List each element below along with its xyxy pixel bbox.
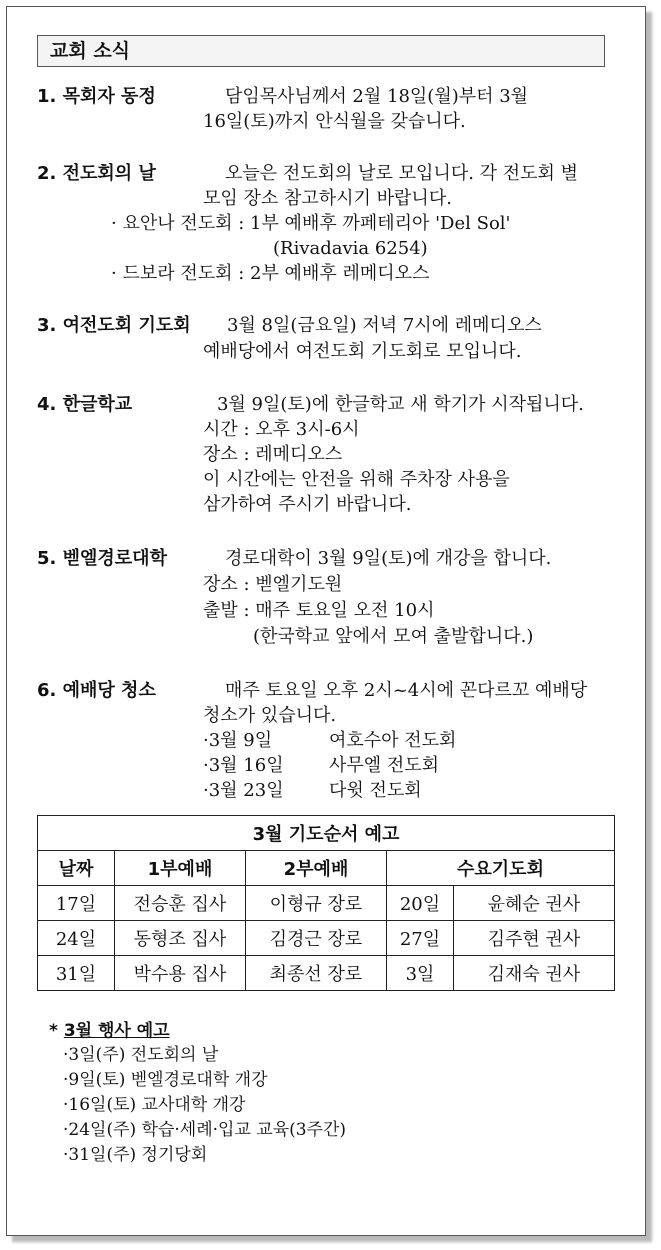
- event-item: ·9일(토) 벧엘경로대학 개강: [63, 1070, 268, 1090]
- s3-line-1: 3월 8일(금요일) 저녁 7시에 레메디오스: [227, 315, 542, 336]
- table-row: [38, 956, 615, 991]
- s5-line-2: 장소 : 벧엘기도원: [203, 574, 343, 595]
- s1-line-1: 담임목사님께서 2월 18일(월)부터 3월: [225, 86, 529, 107]
- s3-title: 3. 여전도회 기도회: [37, 315, 191, 336]
- table-cell: 윤혜순 권사: [454, 886, 615, 921]
- event-item: ·24일(주) 학습·세례·입교 교육(3주간): [63, 1120, 347, 1140]
- s4-line-5: 삼가하여 주시기 바랍니다.: [203, 494, 412, 515]
- section-header: 교회 소식: [37, 35, 605, 67]
- s4-line-1: 3월 9일(토)에 한글학교 새 학기가 시작됩니다.: [217, 394, 584, 415]
- s2-line-5: · 드보라 전도회 : 2부 예배후 레메디오스: [111, 263, 430, 284]
- col-header-date: 날짜: [38, 851, 115, 886]
- table-cell: 17일: [38, 886, 115, 921]
- s6-schedule-group-1: 여호수아 전도회: [329, 730, 457, 751]
- event-item: ·16일(토) 교사대학 개강: [63, 1095, 246, 1115]
- table-cell: 24일: [38, 921, 115, 956]
- prayer-table-caption: 3월 기도순서 예고: [38, 816, 615, 851]
- table-row: [38, 921, 615, 956]
- col-header-service2: 2부예배: [246, 851, 387, 886]
- prayer-order-table: [37, 815, 615, 991]
- asterisk-icon: *: [49, 1021, 58, 1041]
- s5-line-4: (한국학교 앞에서 모여 출발합니다.): [253, 626, 534, 647]
- s6-title: 6. 예배당 청소: [37, 680, 156, 701]
- table-cell: 이형규 장로: [246, 886, 387, 921]
- s5-line-3: 출발 : 매주 토요일 오전 10시: [203, 600, 435, 621]
- s2-line-4: (Rivadavia 6254): [273, 238, 428, 259]
- s4-line-4: 이 시간에는 안전을 위해 주차장 사용을: [203, 469, 510, 490]
- s5-line-1: 경로대학이 3월 9일(토)에 개강을 합니다.: [225, 548, 552, 569]
- s2-title: 2. 전도회의 날: [37, 163, 156, 184]
- s2-line-3: · 요안나 전도회 : 1부 예배후 까페테리아 'Del Sol': [111, 213, 511, 234]
- table-row: [38, 886, 615, 921]
- col-header-wednesday: 수요기도회: [387, 851, 615, 886]
- col-header-service1: 1부예배: [115, 851, 246, 886]
- table-cell: 20일: [387, 886, 454, 921]
- s3-line-2: 예배당에서 여전도회 기도회로 모입니다.: [203, 341, 522, 362]
- events-heading: [49, 1019, 170, 1043]
- table-cell: 31일: [38, 956, 115, 991]
- table-cell: 전승훈 집사: [115, 886, 246, 921]
- event-item: ·3일(주) 전도회의 날: [63, 1045, 219, 1065]
- s6-schedule-date-1: ·3월 9일: [203, 730, 273, 751]
- s5-title: 5. 벧엘경로대학: [37, 548, 167, 569]
- table-cell: 김경근 장로: [246, 921, 387, 956]
- s6-schedule-group-3: 다윗 전도회: [329, 780, 422, 801]
- s4-line-2: 시간 : 오후 3시-6시: [203, 419, 360, 440]
- table-cell: 동형조 집사: [115, 921, 246, 956]
- s1-line-2: 16일(토)까지 안식월을 갖습니다.: [203, 111, 466, 132]
- s6-line-1: 매주 토요일 오후 2시~4시에 꼰다르꼬 예배당: [225, 680, 588, 701]
- bulletin-page: [6, 6, 646, 1236]
- s6-schedule-group-2: 사무엘 전도회: [329, 755, 440, 776]
- table-cell: 최종선 장로: [246, 956, 387, 991]
- events-title: 3월 행사 예고: [63, 1021, 170, 1041]
- table-cell: 김재숙 권사: [454, 956, 615, 991]
- s6-line-2: 청소가 있습니다.: [203, 705, 337, 726]
- event-item: ·31일(주) 정기당회: [63, 1145, 208, 1165]
- s1-title: 1. 목회자 동정: [37, 86, 156, 107]
- s2-line-1: 오늘은 전도회의 날로 모입니다. 각 전도회 별: [225, 163, 579, 184]
- s6-schedule-date-2: ·3월 16일: [203, 755, 284, 776]
- s4-title: 4. 한글학교: [37, 394, 133, 415]
- table-cell: 김주현 권사: [454, 921, 615, 956]
- table-cell: 3일: [387, 956, 454, 991]
- table-cell: 박수용 집사: [115, 956, 246, 991]
- s4-line-3: 장소 : 레메디오스: [203, 444, 343, 465]
- s2-line-2: 모임 장소 참고하시기 바랍니다.: [203, 188, 452, 209]
- s6-schedule-date-3: ·3월 23일: [203, 780, 284, 801]
- table-cell: 27일: [387, 921, 454, 956]
